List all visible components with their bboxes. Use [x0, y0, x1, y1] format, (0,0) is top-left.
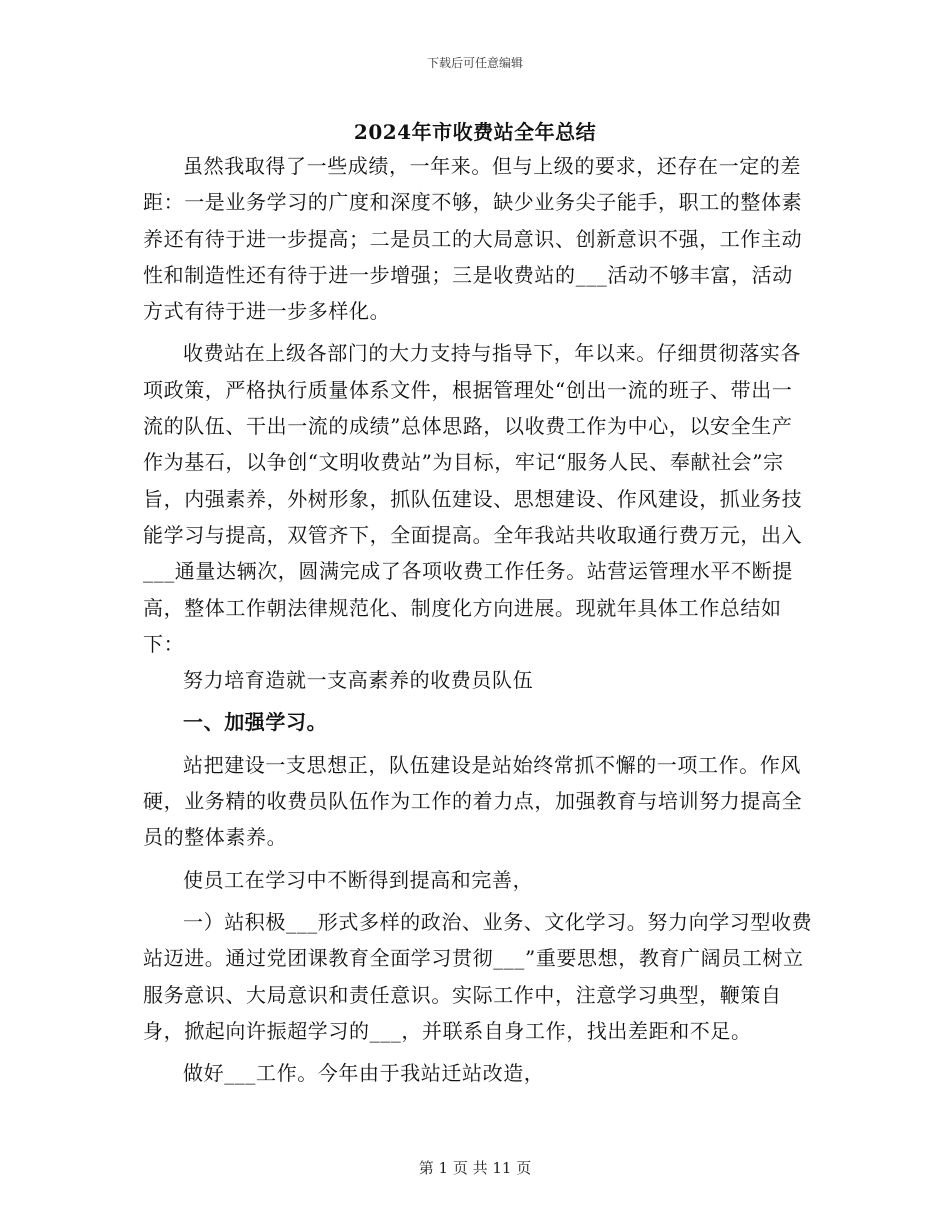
paragraph-subtitle: 努力培育造就一支高素养的收费员队伍	[183, 668, 534, 693]
document-body	[143, 148, 813, 1091]
paragraph-overview: 收费站在上级各部门的大力支持与指导下，年以来。仔细贯彻落实各项政策，严格执行质量体系文件，根据管理处“创出一流的班子、带出一流的队伍、干出一流的成绩”总体思路，以收费工作为中心，以安全生产作为基石，以争创“文明收费站”为目标，牢记“服务人民、奉献社会”宗旨，内强素养，外树形象，抓队伍建设、思想建设、作风建设，抓业务技能学习与提高，双管齐下，全面提高。全年我站共收取通行费万元，出入___通量达辆次，圆满完成了各项收费工作任务。站营运管理水平不断提高，整体工作朝法律规范化、制度化方向进展。现就年具体工作总结如下：	[143, 341, 803, 656]
paragraph-learning-forms: 一）站积极___形式多样的政治、业务、文化学习。努力向学习型收费站迈进。通过党团课教育全面学习贯彻___”重要思想，教育广阔员工树立服务意识、大局意识和责任意识。实际工作中，注意学习典型，鞭策自身，掀起向许振超学习的___，并联系自身工作，找出差距和不足。	[143, 909, 813, 1043]
paragraph-shortcomings: 虽然我取得了一些成绩，一年来。但与上级的要求，还存在一定的差距：一是业务学习的广度和深度不够，缺少业务尖子能手，职工的整体素养还有待于进一步提高；二是员工的大局意识、创新意识不强，工作主动性和制造性还有待于进一步增强；三是收费站的___活动不够丰富，活动方式有待于进一步多样化。	[143, 154, 803, 324]
document-title: 2024年市收费站全年总结	[353, 120, 597, 144]
paragraph-improve: 使员工在学习中不断得到提高和完善，	[183, 867, 534, 892]
header-note: 下载后可任意编辑	[426, 56, 523, 70]
section-heading-study: 一、加强学习。	[183, 710, 328, 735]
paragraph-team-building: 站把建设一支思想正，队伍建设是站始终常抓不懈的一项工作。作风硬，业务精的收费员队伍作为工作的着力点，加强教育与培训努力提高全员的整体素养。	[143, 752, 803, 850]
paragraph-do-well: 做好___工作。今年由于我站迁站改造，	[183, 1061, 545, 1086]
page-number: 第 1 页 共 11 页	[418, 1159, 532, 1177]
